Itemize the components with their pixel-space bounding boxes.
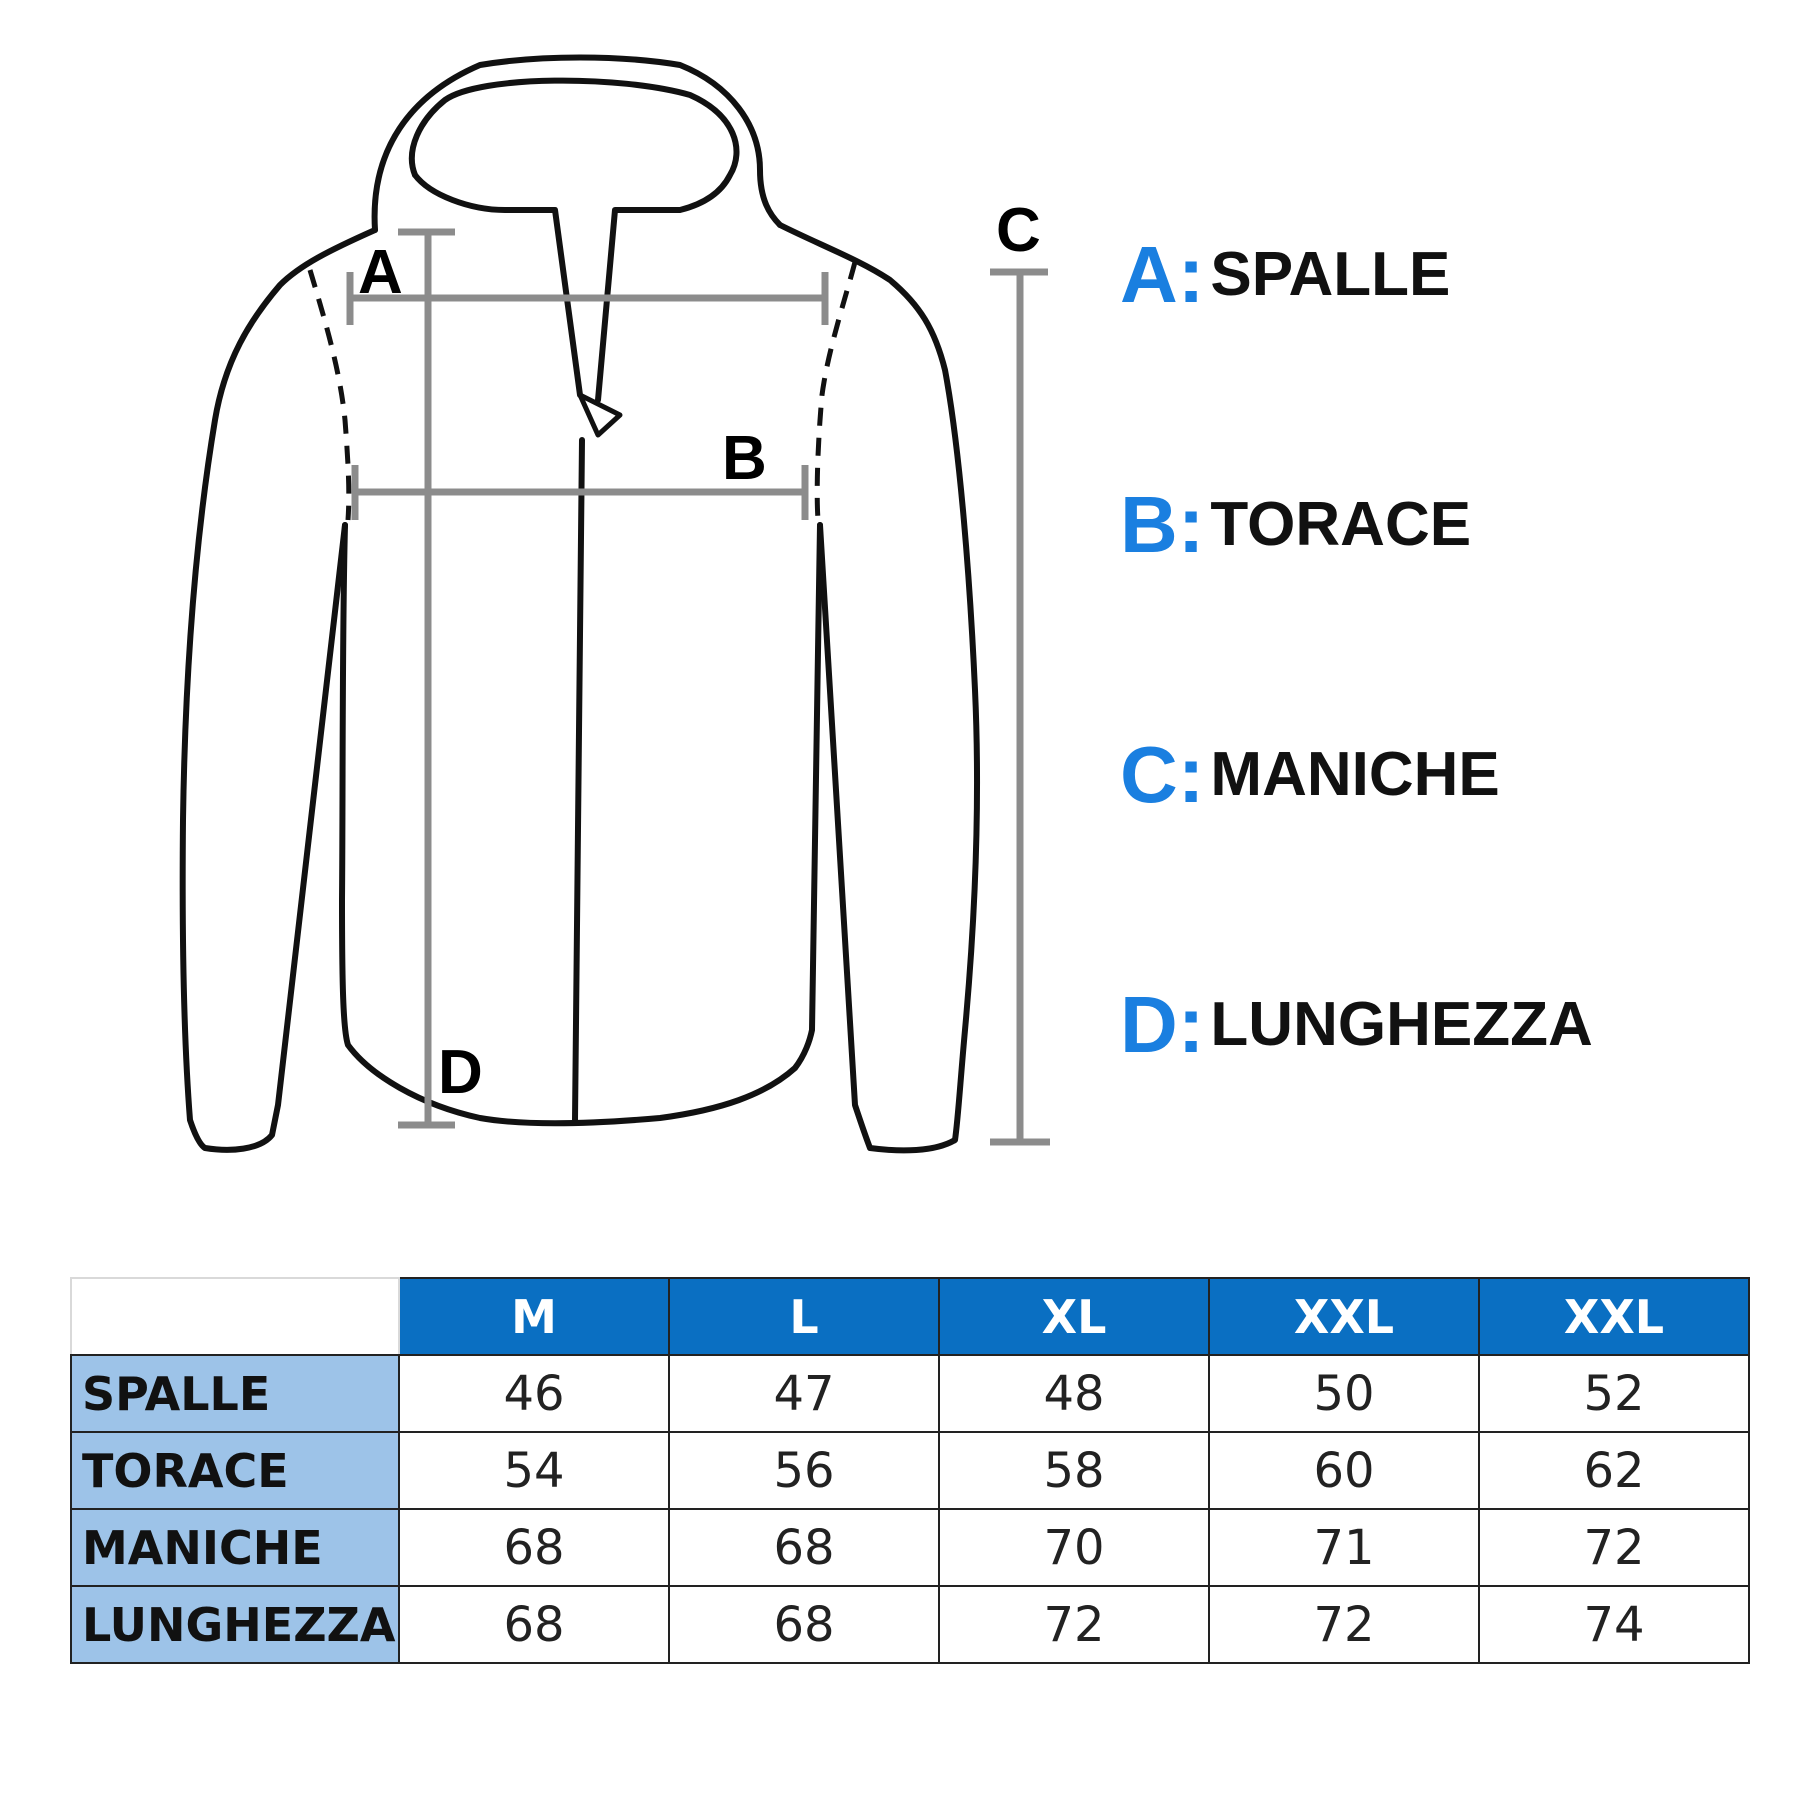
table-cell: 56 xyxy=(669,1432,939,1509)
size-header-l: L xyxy=(669,1278,939,1355)
legend-item-spalle xyxy=(1120,230,1451,319)
table-cell: 46 xyxy=(399,1355,669,1432)
size-header-m: M xyxy=(399,1278,669,1355)
legend-key: C: xyxy=(1120,730,1205,819)
row-label: LUNGHEZZA xyxy=(71,1586,399,1663)
table-cell: 72 xyxy=(939,1586,1209,1663)
legend-item-lunghezza xyxy=(1120,980,1593,1069)
table-cell: 72 xyxy=(1209,1586,1479,1663)
size-header-row xyxy=(71,1278,1749,1355)
table-cell: 74 xyxy=(1479,1586,1749,1663)
size-header-xxl: XXL xyxy=(1209,1278,1479,1355)
legend-name: LUNGHEZZA xyxy=(1210,990,1593,1059)
size-header-xl: XL xyxy=(939,1278,1209,1355)
marker-d: D xyxy=(438,1038,483,1107)
marker-a: A xyxy=(358,238,403,307)
table-cell: 68 xyxy=(669,1509,939,1586)
size-header-xxl-2: XXL xyxy=(1479,1278,1749,1355)
legend-key: D: xyxy=(1120,980,1205,1069)
legend-name: TORACE xyxy=(1210,490,1472,559)
legend-item-maniche xyxy=(1120,730,1500,819)
table-row-torace xyxy=(71,1432,1749,1509)
hooded-jacket-outline-icon xyxy=(183,58,977,1151)
row-label: SPALLE xyxy=(71,1355,399,1432)
table-cell: 71 xyxy=(1209,1509,1479,1586)
table-cell: 60 xyxy=(1209,1432,1479,1509)
table-cell: 62 xyxy=(1479,1432,1749,1509)
legend-item-torace xyxy=(1120,480,1472,569)
marker-b: B xyxy=(722,424,767,493)
legend-key: A: xyxy=(1120,230,1205,319)
table-cell: 48 xyxy=(939,1355,1209,1432)
table-cell: 72 xyxy=(1479,1509,1749,1586)
table-row-maniche xyxy=(71,1509,1749,1586)
table-cell: 70 xyxy=(939,1509,1209,1586)
legend-name: SPALLE xyxy=(1210,240,1451,309)
table-cell: 68 xyxy=(399,1509,669,1586)
table-cell: 47 xyxy=(669,1355,939,1432)
legend-key: B: xyxy=(1120,480,1205,569)
table-row-spalle xyxy=(71,1355,1749,1432)
legend-name: MANICHE xyxy=(1210,740,1500,809)
table-row-lunghezza xyxy=(71,1586,1749,1663)
size-table xyxy=(70,1277,1750,1664)
table-cell: 54 xyxy=(399,1432,669,1509)
table-cell: 68 xyxy=(669,1586,939,1663)
row-label: TORACE xyxy=(71,1432,399,1509)
table-corner xyxy=(71,1278,399,1355)
table-cell: 58 xyxy=(939,1432,1209,1509)
row-label: MANICHE xyxy=(71,1509,399,1586)
table-cell: 68 xyxy=(399,1586,669,1663)
table-cell: 52 xyxy=(1479,1355,1749,1432)
marker-c: C xyxy=(996,196,1041,265)
table-cell: 50 xyxy=(1209,1355,1479,1432)
